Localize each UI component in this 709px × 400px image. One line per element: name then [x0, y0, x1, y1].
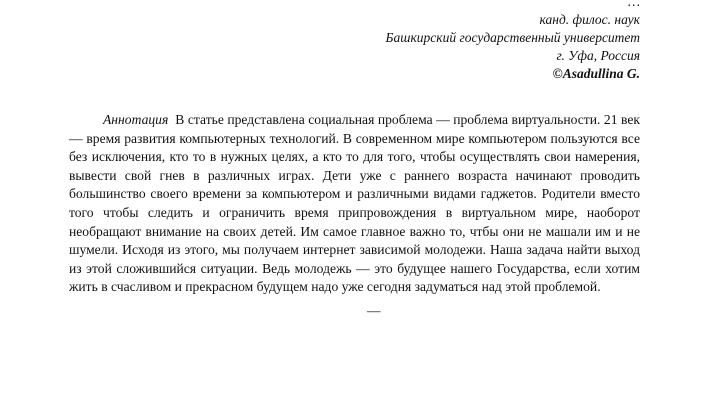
section-separator: — [367, 303, 381, 318]
abstract-text: В статье представлена социальная проблема — проблема виртуальности. 21 век — время развития компьютерных технологий. В современном мире компьютером пользуются все без исключения, кто то в нужных целях, а кто то для того, чтобы осуществлять свои намерения, вывести свой гнев в различных играх. Дети уже с раннего возраста начинают проводить большинство своего времени за компьютером и различными видами гаджетов. Родители вместо того чтобы следить и ограничить время припровождения в виртуальном мире, наоборот необращают внимание на своих детей. Им самое главное важно то, чтбы они не машали им и не шумели. Исходя из этого, мы получаем интернет зависимой молодежи. Наша задача найти выход из этой сложившийся ситуации. Ведь молодежь — это будущее нашего Государства, если хотим жить в счасливом и прекрасном будущем надо уже сегодня задуматься над этой проблемой. [69, 112, 640, 295]
author-info [386, 0, 640, 83]
author-copyright: ©Asadullina G. [552, 66, 640, 81]
author-name-partial: … [627, 0, 640, 9]
author-city: г. Уфа, Россия [556, 48, 640, 63]
abstract-paragraph [69, 111, 640, 297]
author-university: Башкирский государственный университет [385, 30, 640, 45]
abstract-label: Аннотация [103, 112, 169, 127]
author-degree: канд. филос. наук [539, 12, 640, 27]
